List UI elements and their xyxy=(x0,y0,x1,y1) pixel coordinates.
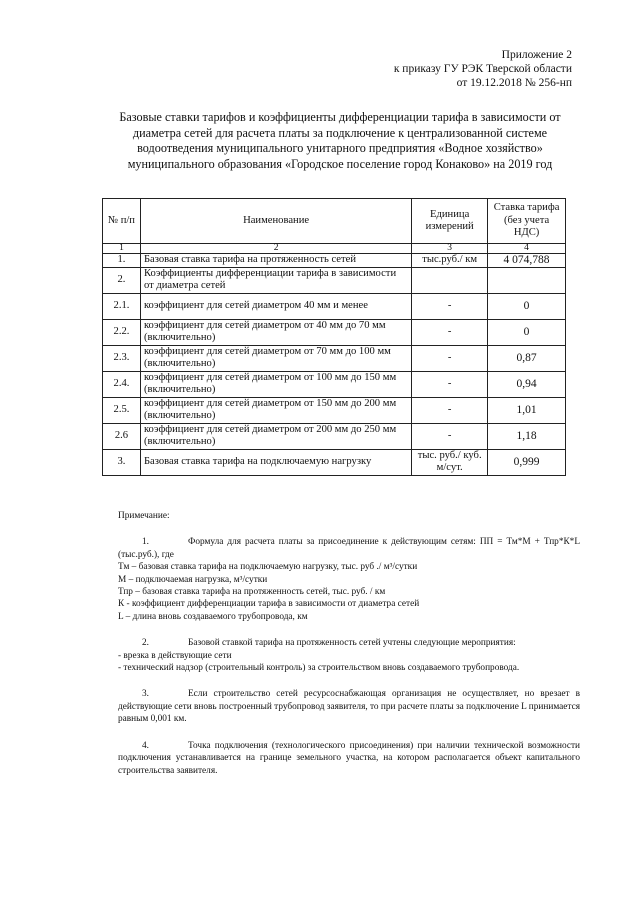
row-num: 2.1. xyxy=(103,293,141,319)
table-row xyxy=(103,254,566,268)
row-num: 2.5. xyxy=(103,397,141,423)
note-number: 1. xyxy=(142,537,149,548)
formula-term: L – длина вновь создаваемого трубопровода, км xyxy=(118,611,308,622)
row-value: 0,87 xyxy=(488,345,566,371)
row-num: 2.4. xyxy=(103,371,141,397)
order-reference: к приказу ГУ РЭК Тверской области xyxy=(393,63,572,75)
row-name: коэффициент для сетей диаметром 40 мм и менее xyxy=(140,293,411,319)
note-item: - технический надзор (строительный контроль) за строительством вновь создаваемого трубопровода. xyxy=(118,663,520,674)
note-1 xyxy=(118,536,580,561)
document-header xyxy=(394,48,572,90)
col-header-unit: Единица измерений xyxy=(412,199,488,244)
row-unit xyxy=(412,267,488,293)
note-text: Если строительство сетей ресурсоснабжающая организация не осуществляет, но врезает в действующие сети вновь построенный трубопровод заявителя, то при расчете платы за подключение L принимается равным 0,001 км. xyxy=(118,689,581,725)
note-text: Формула для расчета платы за присоединение к действующим сетям: ПП = Тм*М + Тпр*К*L (тыс.руб.), где xyxy=(118,537,580,560)
title-line: муниципального образования «Городское поселение город Конаково» на 2019 год xyxy=(127,156,553,171)
col-index: 1 xyxy=(103,244,141,254)
table-row xyxy=(103,423,566,449)
row-value xyxy=(488,267,566,293)
row-name: Базовая ставка тарифа на подключаемую нагрузку xyxy=(140,449,411,475)
note-item: - врезка в действующие сети xyxy=(118,650,232,661)
row-name: Базовая ставка тарифа на протяженность сетей xyxy=(140,254,411,268)
table-row xyxy=(103,319,566,345)
row-unit: - xyxy=(412,397,488,423)
document-title xyxy=(90,110,590,172)
order-date: от 19.12.2018 № 256-нп xyxy=(456,77,572,89)
row-unit: - xyxy=(412,319,488,345)
row-value: 0 xyxy=(488,319,566,345)
table-row xyxy=(103,345,566,371)
col-header-num: № п/п xyxy=(103,199,141,244)
row-value: 1,01 xyxy=(488,397,566,423)
row-num: 3. xyxy=(103,449,141,475)
table-header-row xyxy=(103,199,566,244)
row-name: коэффициент для сетей диаметром от 150 мм до 200 мм (включительно) xyxy=(140,397,411,423)
row-value: 0,999 xyxy=(488,449,566,475)
column-index-row xyxy=(103,244,566,254)
title-line: Базовые ставки тарифов и коэффициенты дифференциации тарифа в зависимости от xyxy=(119,110,561,124)
row-num: 2.6 xyxy=(103,423,141,449)
row-unit: тыс.руб./ км xyxy=(412,254,488,268)
col-index: 2 xyxy=(140,244,411,254)
row-num: 2.3. xyxy=(103,345,141,371)
col-header-rate: Ставка тарифа (без учета НДС) xyxy=(488,199,566,244)
table-row xyxy=(103,449,566,475)
row-unit: - xyxy=(412,345,488,371)
note-number: 2. xyxy=(142,638,149,649)
row-num: 2. xyxy=(103,267,141,293)
formula-term: Тм – базовая ставка тарифа на подключаемую нагрузку, тыс. руб ./ м³/сутки xyxy=(118,562,418,573)
col-header-name: Наименование xyxy=(140,199,411,244)
note-text: Точка подключения (технологического присоединения) при наличии технической возможности подключения устанавливается на границе земельного участка, на котором располагается объект капитального строительства заявителя. xyxy=(118,740,580,776)
note-4 xyxy=(118,740,580,777)
formula-term: М – подключаемая нагрузка, м³/сутки xyxy=(118,574,268,585)
note-3 xyxy=(118,688,580,725)
row-unit: - xyxy=(412,371,488,397)
table-row xyxy=(103,267,566,293)
row-name: коэффициент для сетей диаметром от 100 мм до 150 мм (включительно) xyxy=(140,371,411,397)
row-unit: тыс. руб./ куб. м/сут. xyxy=(412,449,488,475)
title-line: водоотведения муниципального унитарного предприятия «Водное хозяйство» xyxy=(137,141,543,155)
note-number: 4. xyxy=(142,740,149,751)
row-name: Коэффициенты дифференциации тарифа в зависимости от диаметра сетей xyxy=(140,267,411,293)
notes-heading: Примечание: xyxy=(118,511,170,521)
formula-term: Тпр – базовая ставка тарифа на протяженность сетей, тыс. руб. / км xyxy=(118,587,386,598)
row-name: коэффициент для сетей диаметром от 70 мм до 100 мм (включительно) xyxy=(140,345,411,371)
row-value: 4 074,788 xyxy=(488,254,566,268)
title-line: диаметра сетей для расчета платы за подключение к централизованной системе xyxy=(132,125,548,140)
note-text: Базовой ставкой тарифа на протяженность сетей учтены следующие мероприятия: xyxy=(188,638,516,649)
table-row xyxy=(103,397,566,423)
formula-term: К - коэффициент дифференциации тарифа в зависимости от диаметра сетей xyxy=(118,599,420,610)
note-number: 3. xyxy=(142,689,149,700)
table-row xyxy=(103,293,566,319)
row-value: 0,94 xyxy=(488,371,566,397)
row-unit: - xyxy=(412,293,488,319)
appendix-label: Приложение 2 xyxy=(501,49,572,61)
row-unit: - xyxy=(412,423,488,449)
row-name: коэффициент для сетей диаметром от 40 мм до 70 мм (включительно) xyxy=(140,319,411,345)
row-name: коэффициент для сетей диаметром от 200 мм до 250 мм (включительно) xyxy=(140,423,411,449)
col-index: 3 xyxy=(412,244,488,254)
tariff-table xyxy=(102,198,566,476)
note-2 xyxy=(118,637,580,649)
col-index: 4 xyxy=(488,244,566,254)
row-num: 1. xyxy=(103,254,141,268)
notes-section xyxy=(118,510,580,777)
table-row xyxy=(103,371,566,397)
row-num: 2.2. xyxy=(103,319,141,345)
row-value: 0 xyxy=(488,293,566,319)
row-value: 1,18 xyxy=(488,423,566,449)
